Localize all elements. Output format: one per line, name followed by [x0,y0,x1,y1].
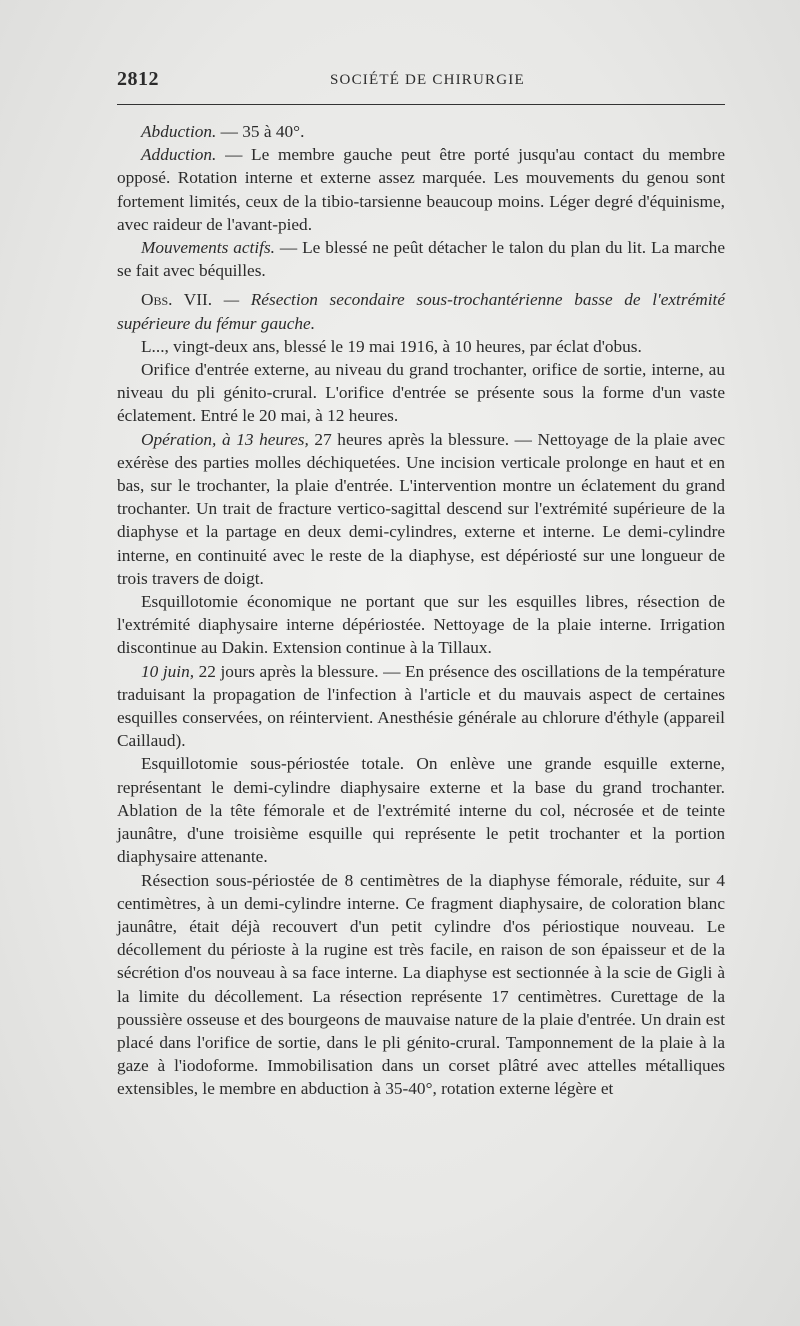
paragraph-text: Résection sous-périostée de 8 centimètres de la diaphyse fémorale, réduite, sur 4 centimètres, à un demi-cylindre interne. Ce fragment diaphysaire, de coloration blanc jaunâtre, était déjà recouvert d'un petit cylindre d'os périostique nouveau. Le décollement du périoste à la rugine est très facile, en raison de son épaisseur et de la sécrétion d'os nouveau à sa face interne. La diaphyse est sectionnée à la scie de Gigli à la limite du décollement. La résection représente 17 centimètres. Curettage de la poussière osseuse et des bourgeons de mauvaise nature de la plaie d'entrée. Un drain est placé dans l'orifice de sortie, dans le pli génito-crural. Tamponnement de la plaie à la gaze à l'iodoforme. Immobilisation dans un corset plâtré avec attelles métalliques extensibles, le membre en abduction à 35-40°, rotation externe légère et [117,870,725,1099]
paragraph-text: 22 jours après la blessure. — En présence des oscillations de la température traduisant la propagation de l'infection à l'article et du mauvais aspect de certaines esquilles conservées, on réintervient. Anesthésie générale au chlorure d'éthyle (appareil Caillaud). [117,661,725,751]
observation-heading [117,288,725,334]
paragraph-text: L..., vingt-deux ans, blessé le 19 mai 1916, à 10 heures, par éclat d'obus. [141,336,642,356]
observation-number: Obs. VII. [141,290,213,310]
paragraph-lead: Adduction. [141,145,217,165]
header-rule [117,104,725,105]
paragraph-esquillotomie-economique [117,590,725,660]
paragraph-esquillotomie-totale [117,752,725,868]
paragraph-text: 27 heures après la blessure. — Nettoyage de la plaie avec exérèse des parties molles déchiquetées. Une incision verticale prolonge en haut et en bas, sur le trochanter, la plaie d'entrée. L'intervention montre un éclatement du grand trochanter. Un trait de fracture vertico-sagittal descend sur l'extrémité supérieure de la diaphyse et la partage en deux demi-cylindres, externe et interne. Le demi-cylindre interne, en continuité avec le reste de la diaphyse, est dépériosté sur une longueur de trois travers de doigt. [117,429,725,588]
running-head: SOCIÉTÉ DE CHIRURGIE [330,72,525,88]
paragraph-text: — 35 à 40°. [216,122,305,141]
paragraph-mouvements-actifs [117,236,725,282]
paragraph-resection [117,869,725,1101]
paragraph-text: Esquillotomie sous-périostée totale. On enlève une grande esquille externe, représentant le demi-cylindre diaphysaire externe et la base du grand trochanter. Ablation de la tête fémorale et de l'extrémité interne du col, nécrosée et de teinte jaunâtre, d'une troisième esquille qui représente le petit trochanter et la portion diaphysaire attenante. [117,754,725,867]
paragraph-text: Orifice d'entrée externe, au niveau du grand trochanter, orifice de sortie, interne, au niveau du pli génito-crural. L'orifice d'entrée se présente sous la forme d'un vaste éclatement. Entré le 20 mai, à 12 heures. [117,360,725,426]
paragraph-text: Esquillotomie économique ne portant que sur les esquilles libres, résection de l'extrémité diaphysaire interne dépériostée. Nettoyage de la plaie interne. Irrigation discontinue au Dakin. Extension continue à la Tillaux. [117,592,725,658]
page-header [117,68,725,94]
paragraph-abduction [117,120,725,143]
paragraph-lead: Opération, à 13 heures, [141,429,309,449]
paragraph-text: — Le blessé ne peût détacher le talon du plan du lit. La marche se fait avec béquilles. [117,238,725,281]
paragraph-lead: Mouvements actifs. [141,238,275,258]
body-text [117,120,725,1101]
paragraph-patient [117,335,725,358]
paragraph-orifice [117,358,725,428]
page-number: 2812 [117,68,159,90]
paragraph-operation [117,428,725,590]
paragraph-lead: Abduction. [141,122,217,141]
paragraph-10-juin [117,660,725,753]
paragraph-adduction [117,143,725,236]
paragraph-lead: 10 juin, [141,661,195,681]
observation-title: — Résection secondaire sous-trochantérienne basse de l'extrémité supérieure du fémur gauche. [117,290,725,333]
paragraph-text: — Le membre gauche peut être porté jusqu'au contact du membre opposé. Rotation interne et externe assez marquée. Les mouvements du genou sont fortement limités, ceux de la tibio-tarsienne beaucoup moins. Léger degré d'équinisme, avec raideur de l'avant-pied. [117,145,725,234]
